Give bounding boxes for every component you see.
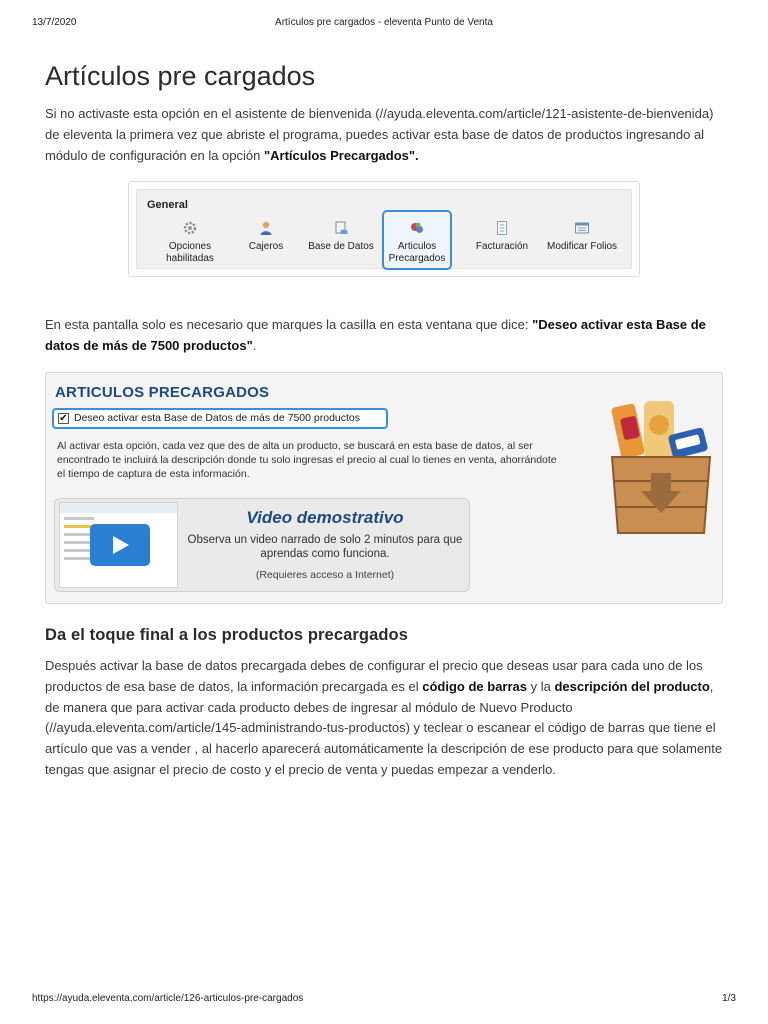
description-bold: descripción del producto	[554, 678, 710, 694]
toolbar-item-label: Articulos Precargados	[388, 241, 446, 264]
screen-bold: "Deseo activar esta Base de datos de más de 7500 productos"	[45, 317, 706, 353]
intro-bold: "Artículos Precargados".	[263, 147, 419, 163]
final-text-end: , de manera que para activar cada producto debes de ingresar al módulo de Nuevo Producto (//ayuda.eleventa.com/article/145-administrando-tus-productos) y teclear o escanear el código de barras que tiene el artículo que vas a vender , al hacerlo aparecerá automáticamente la descripción de ese producto para que solamente tengas que asignar el precio de costo y el precio de venta y puedas empezar a venderlo.	[45, 678, 723, 777]
thumbnail-toolbar	[60, 503, 178, 513]
database-icon	[333, 220, 349, 236]
checkbox-label: Deseo activar esta Base de Datos de más de 7500 productos	[74, 412, 361, 424]
video-note: (Requieres acceso a Internet)	[255, 569, 395, 581]
folios-icon	[574, 220, 590, 236]
gear-icon	[182, 220, 198, 236]
print-date: 13/7/2020	[32, 17, 77, 28]
print-url: https://ayuda.eleventa.com/article/126-articulos-pre-cargados	[32, 993, 304, 1004]
toolbar-item-label: Cajeros	[248, 241, 284, 252]
final-text: Después activar la base de datos precargada debes de configurar el precio que deseas usar para cada uno de los productos de esa base de datos, la información precargada es el	[45, 658, 703, 694]
print-footer	[0, 993, 768, 1007]
video-subtitle: Observa un video narrado de solo 2 minutos para que aprendas como funciona.	[187, 534, 463, 560]
invoice-icon	[494, 220, 510, 236]
screen-paragraph	[45, 315, 725, 357]
preloaded-description: Al activar esta opción, cada vez que des de alta un producto, se buscará en esta base de datos, al ser encontrado te incluirá la descripción donde tu solo ingresas el precio al cual lo tienes en venta, ahorrándote el tiempo de captura de esta información.	[57, 440, 557, 480]
intro-paragraph	[45, 104, 725, 166]
toolbar-item-label: Modificar Folios	[546, 241, 618, 252]
video-thumbnail[interactable]	[59, 502, 178, 588]
preloaded-articles-figure	[45, 372, 723, 604]
section-heading: Da el toque final a los productos precargados	[45, 626, 408, 644]
print-header	[0, 17, 768, 31]
demo-video-banner[interactable]	[54, 498, 470, 592]
page-title: Artículos pre cargados	[45, 61, 316, 91]
intro-text: Si no activaste esta opción en el asistente de bienvenida (//ayuda.eleventa.com/article/121-asistente-de-bienvenida) de eleventa la primera vez que abriste el programa, puedes activar esta base de datos de productos ingresando al módulo de configuración en la opción	[45, 106, 714, 163]
activate-database-checkbox[interactable]	[52, 408, 388, 429]
toolbar-item-opciones[interactable]	[155, 218, 225, 265]
user-icon	[258, 220, 274, 236]
final-paragraph	[45, 656, 725, 781]
screen-text: En esta pantalla solo es necesario que marques la casilla en esta ventana que dice:	[45, 317, 533, 332]
barcode-bold: código de barras	[422, 678, 527, 694]
toolbar-panel	[136, 189, 632, 269]
preloaded-items-icon	[409, 220, 425, 236]
toolbar-item-label: Base de Datos	[308, 241, 374, 252]
final-text-and: y la	[527, 678, 555, 694]
config-toolbar-figure	[128, 181, 640, 277]
video-title: Video demostrativo	[246, 508, 404, 527]
preloaded-panel-title: ARTICULOS PRECARGADOS	[55, 384, 270, 401]
toolbar-item-facturacion[interactable]	[467, 218, 537, 253]
toolbar-item-articulos-precargados[interactable]	[382, 210, 452, 270]
checkbox-check-icon: ✔	[59, 413, 68, 424]
toolbar-item-cajeros[interactable]	[231, 218, 301, 253]
toolbar-item-modificar-folios[interactable]	[542, 218, 622, 253]
page-number: 1/3	[722, 993, 736, 1004]
print-title: Artículos pre cargados - eleventa Punto de Venta	[275, 17, 493, 28]
toolbar-item-base-datos[interactable]	[306, 218, 376, 253]
article-content	[45, 58, 725, 104]
products-crate-illustration	[606, 401, 716, 541]
screen-text-end: .	[252, 337, 257, 353]
play-icon[interactable]	[90, 524, 150, 566]
toolbar-item-label: Facturación	[475, 241, 529, 252]
toolbar-group-label: General	[147, 199, 188, 211]
toolbar-item-label: Opciones habilitadas	[166, 241, 214, 264]
